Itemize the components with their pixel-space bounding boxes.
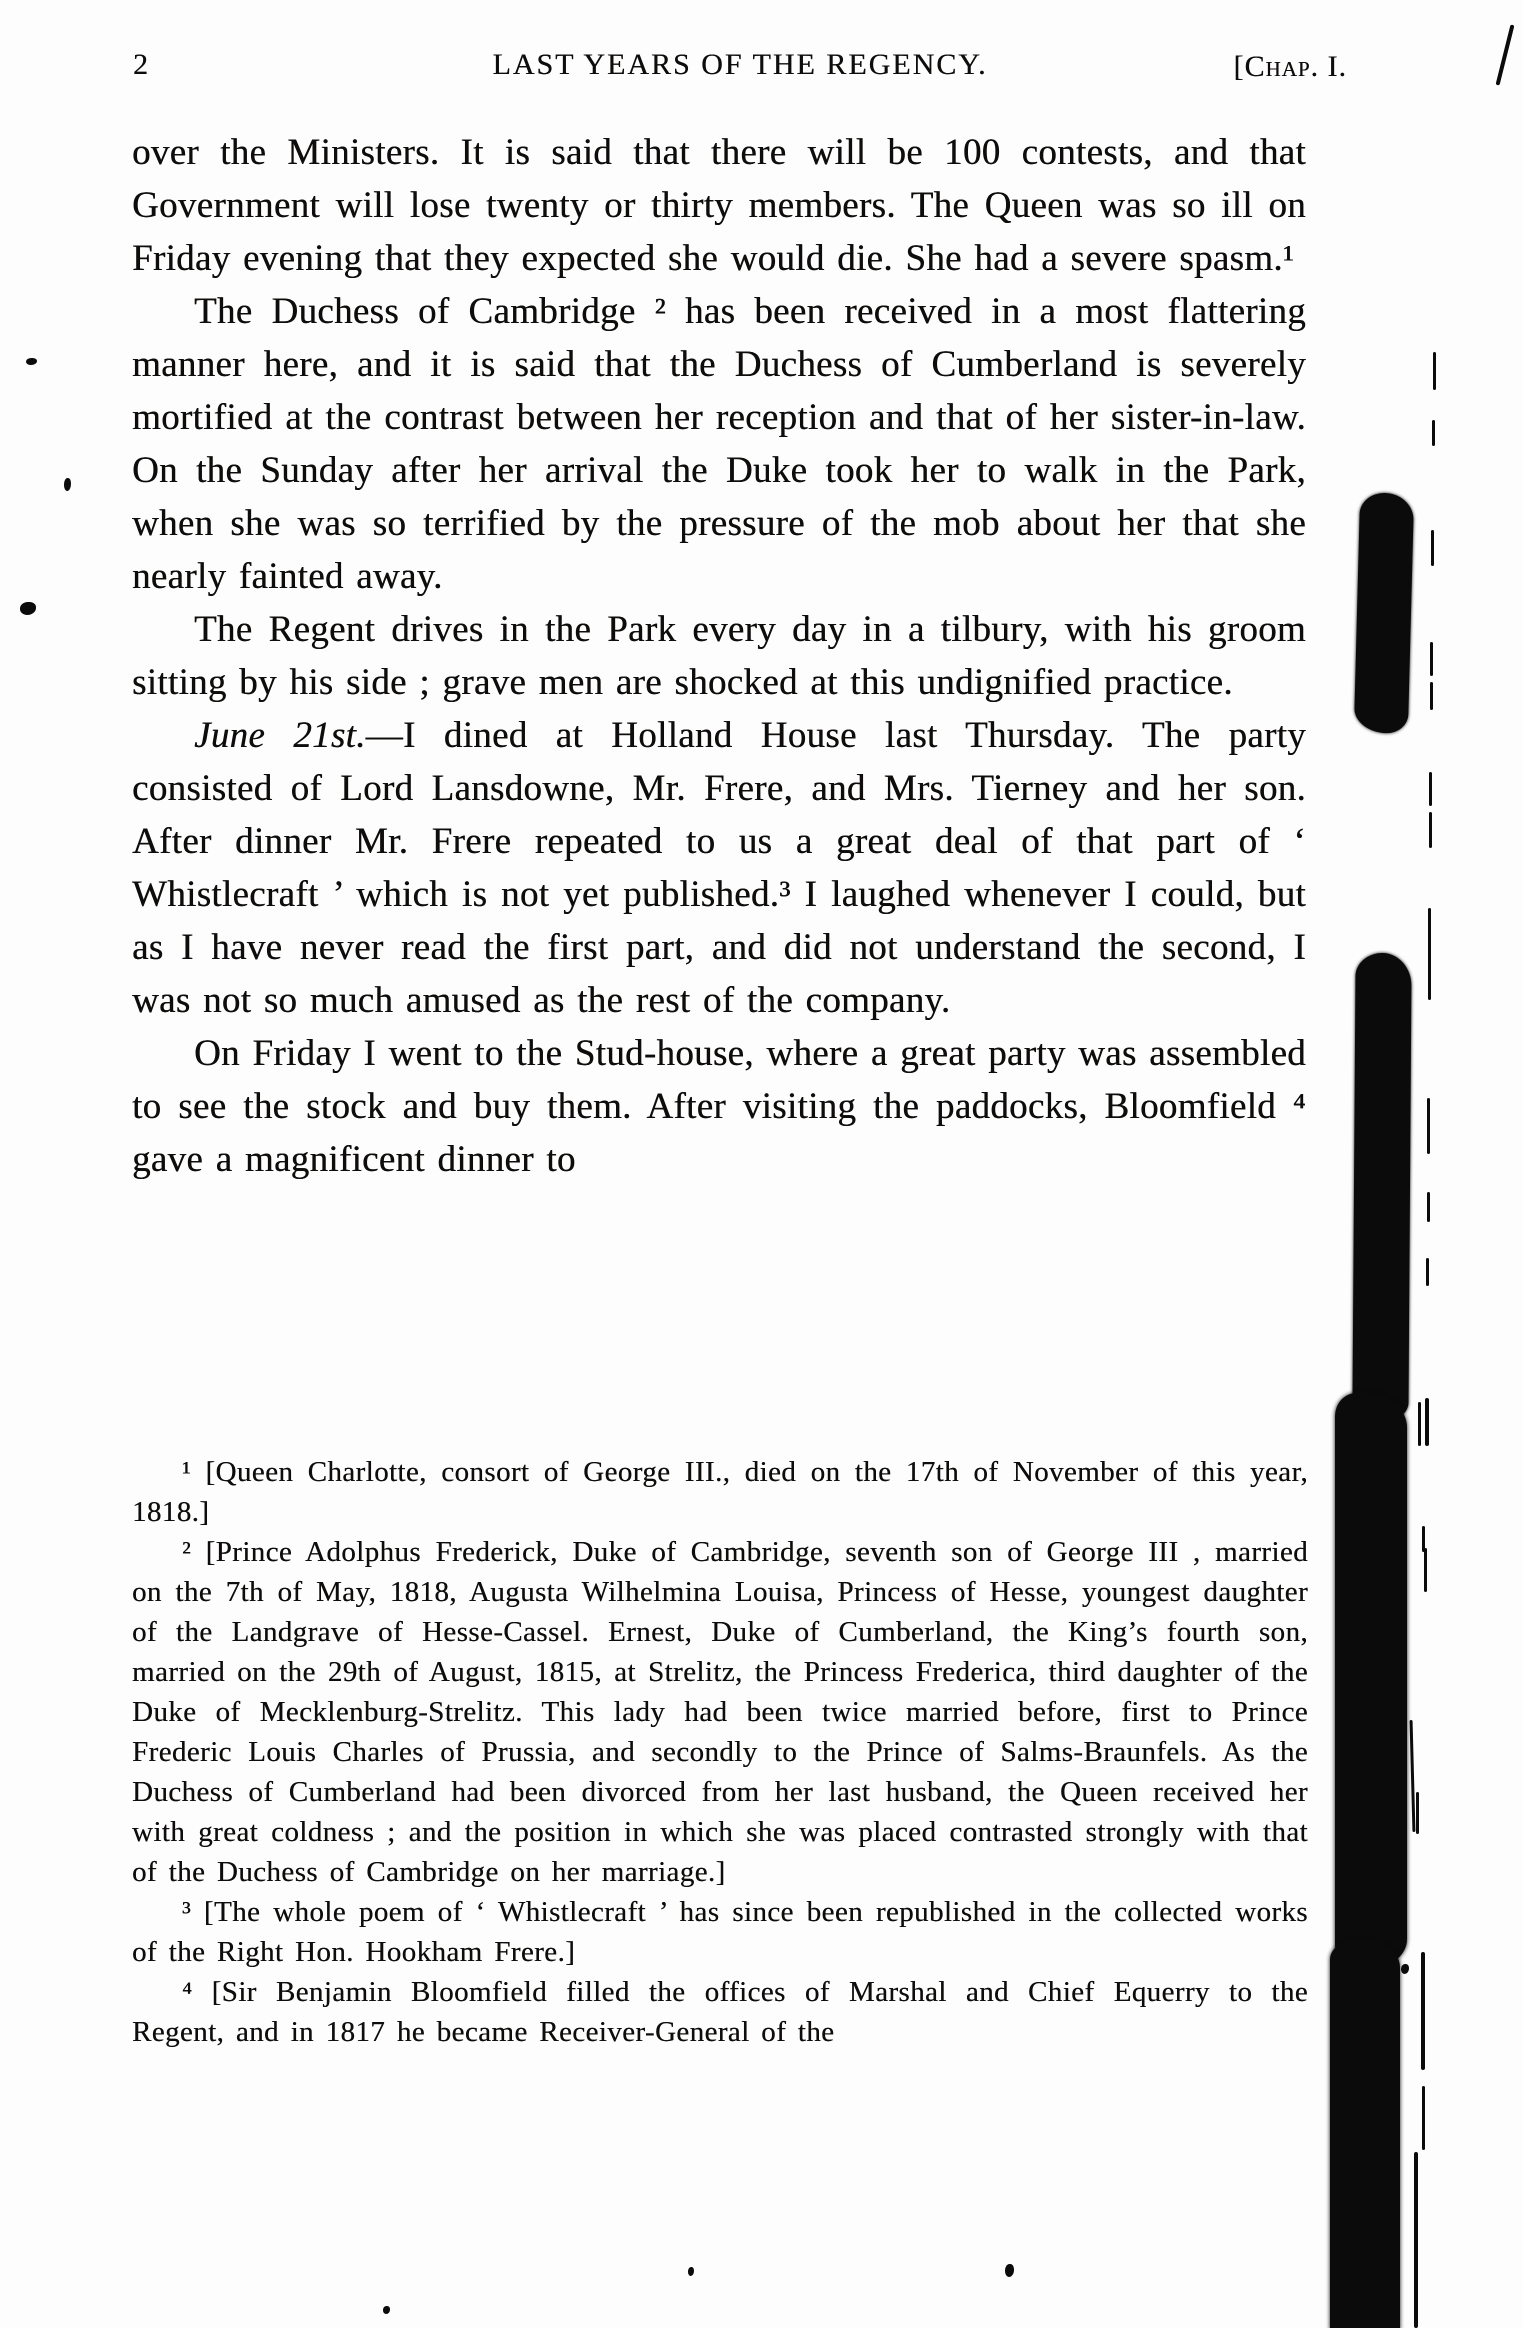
running-title: LAST YEARS OF THE REGENCY.: [492, 48, 988, 81]
scan-line-artifact: [1433, 352, 1436, 390]
ink-speck: [26, 358, 37, 365]
chapter-label: [Chap. I.: [1233, 50, 1347, 83]
scan-line-artifact: [1427, 1192, 1430, 1222]
ink-speck: [1401, 1964, 1409, 1974]
paragraph-text: —I dined at Holland House last Thursday. The party consisted of Lord Lansdowne, Mr. Frere, and Mrs. Tierney and her son. After dinner Mr. Frere repeated to us a great deal of that part of ‘ Whistlecraft ’ which is not yet published.³ I laughed whenever I could, but as I have never read the first part, and did not understand the second, I was not so much amused as the rest of the company.: [132, 715, 1306, 1021]
paragraph-text: over the Ministers. It is said that there will be 100 contests, and that Government will lose twenty or thirty members. The Queen was so ill on Friday evening that they expected she would die. She had a severe spasm.¹: [132, 132, 1306, 279]
scan-line-artifact: [1428, 908, 1431, 1000]
ink-streak: [1330, 1940, 1400, 2328]
paragraph-text: On Friday I went to the Stud-house, where a great party was assembled to see the stock and buy them. After visiting the paddocks, Bloomfield ⁴ gave a magnificent dinner to: [132, 1033, 1306, 1180]
scan-line-artifact: [1414, 2152, 1418, 2328]
page-number: 2: [133, 48, 149, 81]
body-paragraph: [132, 126, 1306, 285]
scan-line-artifact: [1416, 1792, 1419, 1834]
footnote-item: ² [Prince Adolphus Frederick, Duke of Cambridge, seventh son of George III , married on the 7th of May, 1818, Augusta Wilhelmina Louisa, Princess of Hesse, youngest daughter of the Landgrave of Hesse-Cassel. Ernest, Duke of Cumberland, the King’s fourth son, married on the 29th of August, 1815, at Strelitz, the Princess Frederica, third daughter of the Duke of Mecklenburg-Strelitz. This lady had been twice married before, first to Prince Frederic Louis Charles of Prussia, and secondly to the Prince of Salms-Braunfels. As the Duchess of Cumberland had been divorced from her last husband, the Queen received her with great coldness ; and the position in which she was placed contrasted strongly with that of the Duchess of Cambridge on her marriage.]: [132, 1536, 1308, 1888]
scan-line-artifact: [1431, 530, 1434, 566]
ink-speck: [20, 602, 36, 615]
ink-streak: [1352, 953, 1411, 1421]
scan-line-artifact: [1426, 1258, 1429, 1286]
body-paragraph: [132, 1027, 1306, 1186]
ink-streak: [1335, 1393, 1407, 1968]
ink-speck: [383, 2306, 390, 2314]
scan-line-artifact: [1432, 420, 1435, 446]
body-text: [132, 126, 1306, 1186]
running-header: [133, 46, 1347, 92]
scan-line-artifact: [1421, 1952, 1425, 2070]
footnote-item: ⁴ [Sir Benjamin Bloomfield filled the offices of Marshal and Chief Equerry to the Regent, and in 1817 he became Receiver-General of the: [132, 1976, 1308, 2048]
scan-line-artifact: [1410, 1720, 1416, 1832]
scan-line-artifact: [1429, 812, 1432, 848]
scan-line-artifact: [1430, 682, 1433, 710]
footnotes-section: [132, 1452, 1308, 2052]
scan-line-artifact: [1418, 1402, 1421, 1446]
paragraph-lead: June 21st.: [194, 715, 366, 756]
footnote-item: ³ [The whole poem of ‘ Whistlecraft ’ has since been republished in the collected works of the Right Hon. Hookham Frere.]: [132, 1896, 1308, 1968]
paragraph-text: The Duchess of Cambridge ² has been received in a most flattering manner here, and it is said that the Duchess of Cumberland is severely mortified at the contrast between her reception and that of her sister-in-law. On the Sunday after her arrival the Duke took her to walk in the Park, when she was so terrified by the pressure of the mob about her that she nearly fainted away.: [132, 291, 1306, 597]
scan-line-artifact: [1430, 642, 1433, 676]
scan-line-artifact: [1422, 2086, 1425, 2150]
ink-speck: [64, 478, 71, 491]
scan-line-artifact: [1425, 1398, 1429, 1446]
ink-speck: [1005, 2264, 1014, 2277]
ink-blob: [1354, 492, 1414, 733]
scan-line-artifact: [1496, 24, 1515, 85]
body-paragraph: [132, 285, 1306, 603]
scan-line-artifact: [1424, 1548, 1427, 1592]
body-paragraph: [132, 603, 1306, 709]
scan-line-artifact: [1429, 772, 1432, 806]
ink-speck: [688, 2267, 694, 2276]
body-paragraph: [132, 709, 1306, 1027]
paragraph-text: The Regent drives in the Park every day in a tilbury, with his groom sitting by his side ; grave men are shocked at this undignified practice.: [132, 609, 1306, 703]
footnote-item: ¹ [Queen Charlotte, consort of George III., died on the 17th of November of this year, 1818.]: [132, 1456, 1308, 1528]
scan-line-artifact: [1427, 1098, 1430, 1154]
